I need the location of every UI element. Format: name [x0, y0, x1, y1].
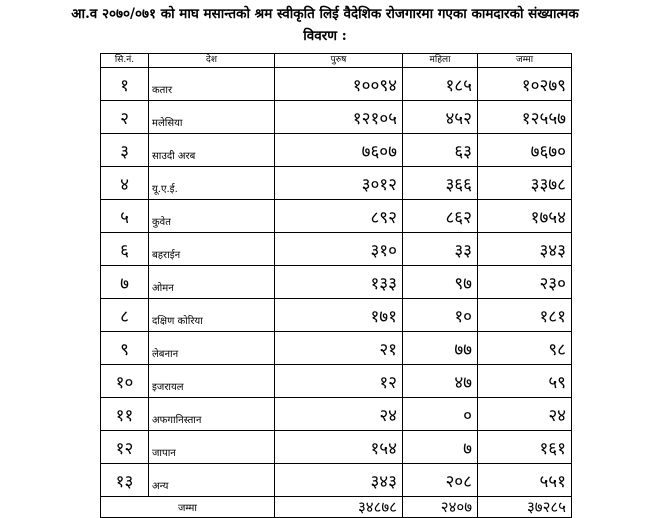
serial-cell: २ [101, 101, 149, 134]
male-cell: १००९४ [275, 68, 403, 101]
serial-cell: ४ [101, 167, 149, 200]
header-male: पुरुष [275, 54, 403, 68]
serial-cell: ३ [101, 134, 149, 167]
male-cell: १२१०५ [275, 101, 403, 134]
country-cell: लेबनान [149, 332, 275, 365]
total-cell: ३४३ [478, 233, 572, 266]
table-row [101, 134, 572, 167]
total-cell: २४ [478, 398, 572, 431]
female-cell: १८५ [403, 68, 478, 101]
table-row [101, 365, 572, 398]
serial-cell: ११ [101, 398, 149, 431]
female-cell: ३३ [403, 233, 478, 266]
table-row [101, 266, 572, 299]
table-row [101, 200, 572, 233]
total-cell: ५५१ [478, 464, 572, 497]
country-cell: अन्य [149, 464, 275, 497]
serial-cell: ९ [101, 332, 149, 365]
table-row [101, 233, 572, 266]
serial-cell: १ [101, 68, 149, 101]
male-cell: ३४३ [275, 464, 403, 497]
serial-cell: १३ [101, 464, 149, 497]
total-overall: ३७२८५ [478, 497, 572, 518]
table-row [101, 68, 572, 101]
country-cell: साउदी अरब [149, 134, 275, 167]
male-cell: २४ [275, 398, 403, 431]
total-row [101, 497, 572, 518]
female-cell: २०८ [403, 464, 478, 497]
female-cell: ४७ [403, 365, 478, 398]
male-cell: ३०१२ [275, 167, 403, 200]
table-row [101, 299, 572, 332]
female-cell: ७ [403, 431, 478, 464]
country-cell: कुवेत [149, 200, 275, 233]
table-row [101, 101, 572, 134]
total-cell: ७६७० [478, 134, 572, 167]
country-cell: कतार [149, 68, 275, 101]
serial-cell: ८ [101, 299, 149, 332]
table-row [101, 464, 572, 497]
table-row [101, 332, 572, 365]
male-cell: २१ [275, 332, 403, 365]
table-row [101, 167, 572, 200]
serial-cell: ७ [101, 266, 149, 299]
table-header-row [101, 54, 572, 68]
total-cell: १२५५७ [478, 101, 572, 134]
total-cell: १८१ [478, 299, 572, 332]
female-cell: ८६२ [403, 200, 478, 233]
header-female: महिला [403, 54, 478, 68]
total-label: जम्मा [101, 497, 275, 518]
total-male: ३४८७८ [275, 497, 403, 518]
country-cell: अफगानिस्तान [149, 398, 275, 431]
male-cell: ८९२ [275, 200, 403, 233]
header-serial: सि.नं. [101, 54, 149, 68]
total-cell: १०२७९ [478, 68, 572, 101]
male-cell: १३३ [275, 266, 403, 299]
female-cell: १० [403, 299, 478, 332]
table-row [101, 398, 572, 431]
male-cell: १२ [275, 365, 403, 398]
country-cell: बहराईन [149, 233, 275, 266]
workers-table [100, 53, 572, 518]
total-cell: २३० [478, 266, 572, 299]
total-cell: ९८ [478, 332, 572, 365]
total-cell: ३३७८ [478, 167, 572, 200]
serial-cell: १२ [101, 431, 149, 464]
male-cell: १७१ [275, 299, 403, 332]
serial-cell: ६ [101, 233, 149, 266]
female-cell: ३६६ [403, 167, 478, 200]
total-cell: १६१ [478, 431, 572, 464]
country-cell: जापान [149, 431, 275, 464]
total-cell: ५९ [478, 365, 572, 398]
total-female: २४०७ [403, 497, 478, 518]
male-cell: ७६०७ [275, 134, 403, 167]
country-cell: इजरायल [149, 365, 275, 398]
country-cell: ओमन [149, 266, 275, 299]
female-cell: ० [403, 398, 478, 431]
female-cell: ९७ [403, 266, 478, 299]
female-cell: ४५२ [403, 101, 478, 134]
serial-cell: १० [101, 365, 149, 398]
female-cell: ६३ [403, 134, 478, 167]
total-cell: १७५४ [478, 200, 572, 233]
header-total: जम्मा [478, 54, 572, 68]
country-cell: यू.ए.ई. [149, 167, 275, 200]
document-subtitle: विवरण : [303, 28, 347, 44]
header-country: देश [149, 54, 275, 68]
male-cell: १५४ [275, 431, 403, 464]
female-cell: ७७ [403, 332, 478, 365]
serial-cell: ५ [101, 200, 149, 233]
male-cell: ३१० [275, 233, 403, 266]
country-cell: दक्षिण कोरिया [149, 299, 275, 332]
country-cell: मलेसिया [149, 101, 275, 134]
document-title: आ.व २०७०/०७१ को माघ मसान्तको श्रम स्वीकृति लिई वैदेशिक रोजगारमा गएका कामदारको संख्यात्मक [71, 6, 579, 22]
table-row [101, 431, 572, 464]
